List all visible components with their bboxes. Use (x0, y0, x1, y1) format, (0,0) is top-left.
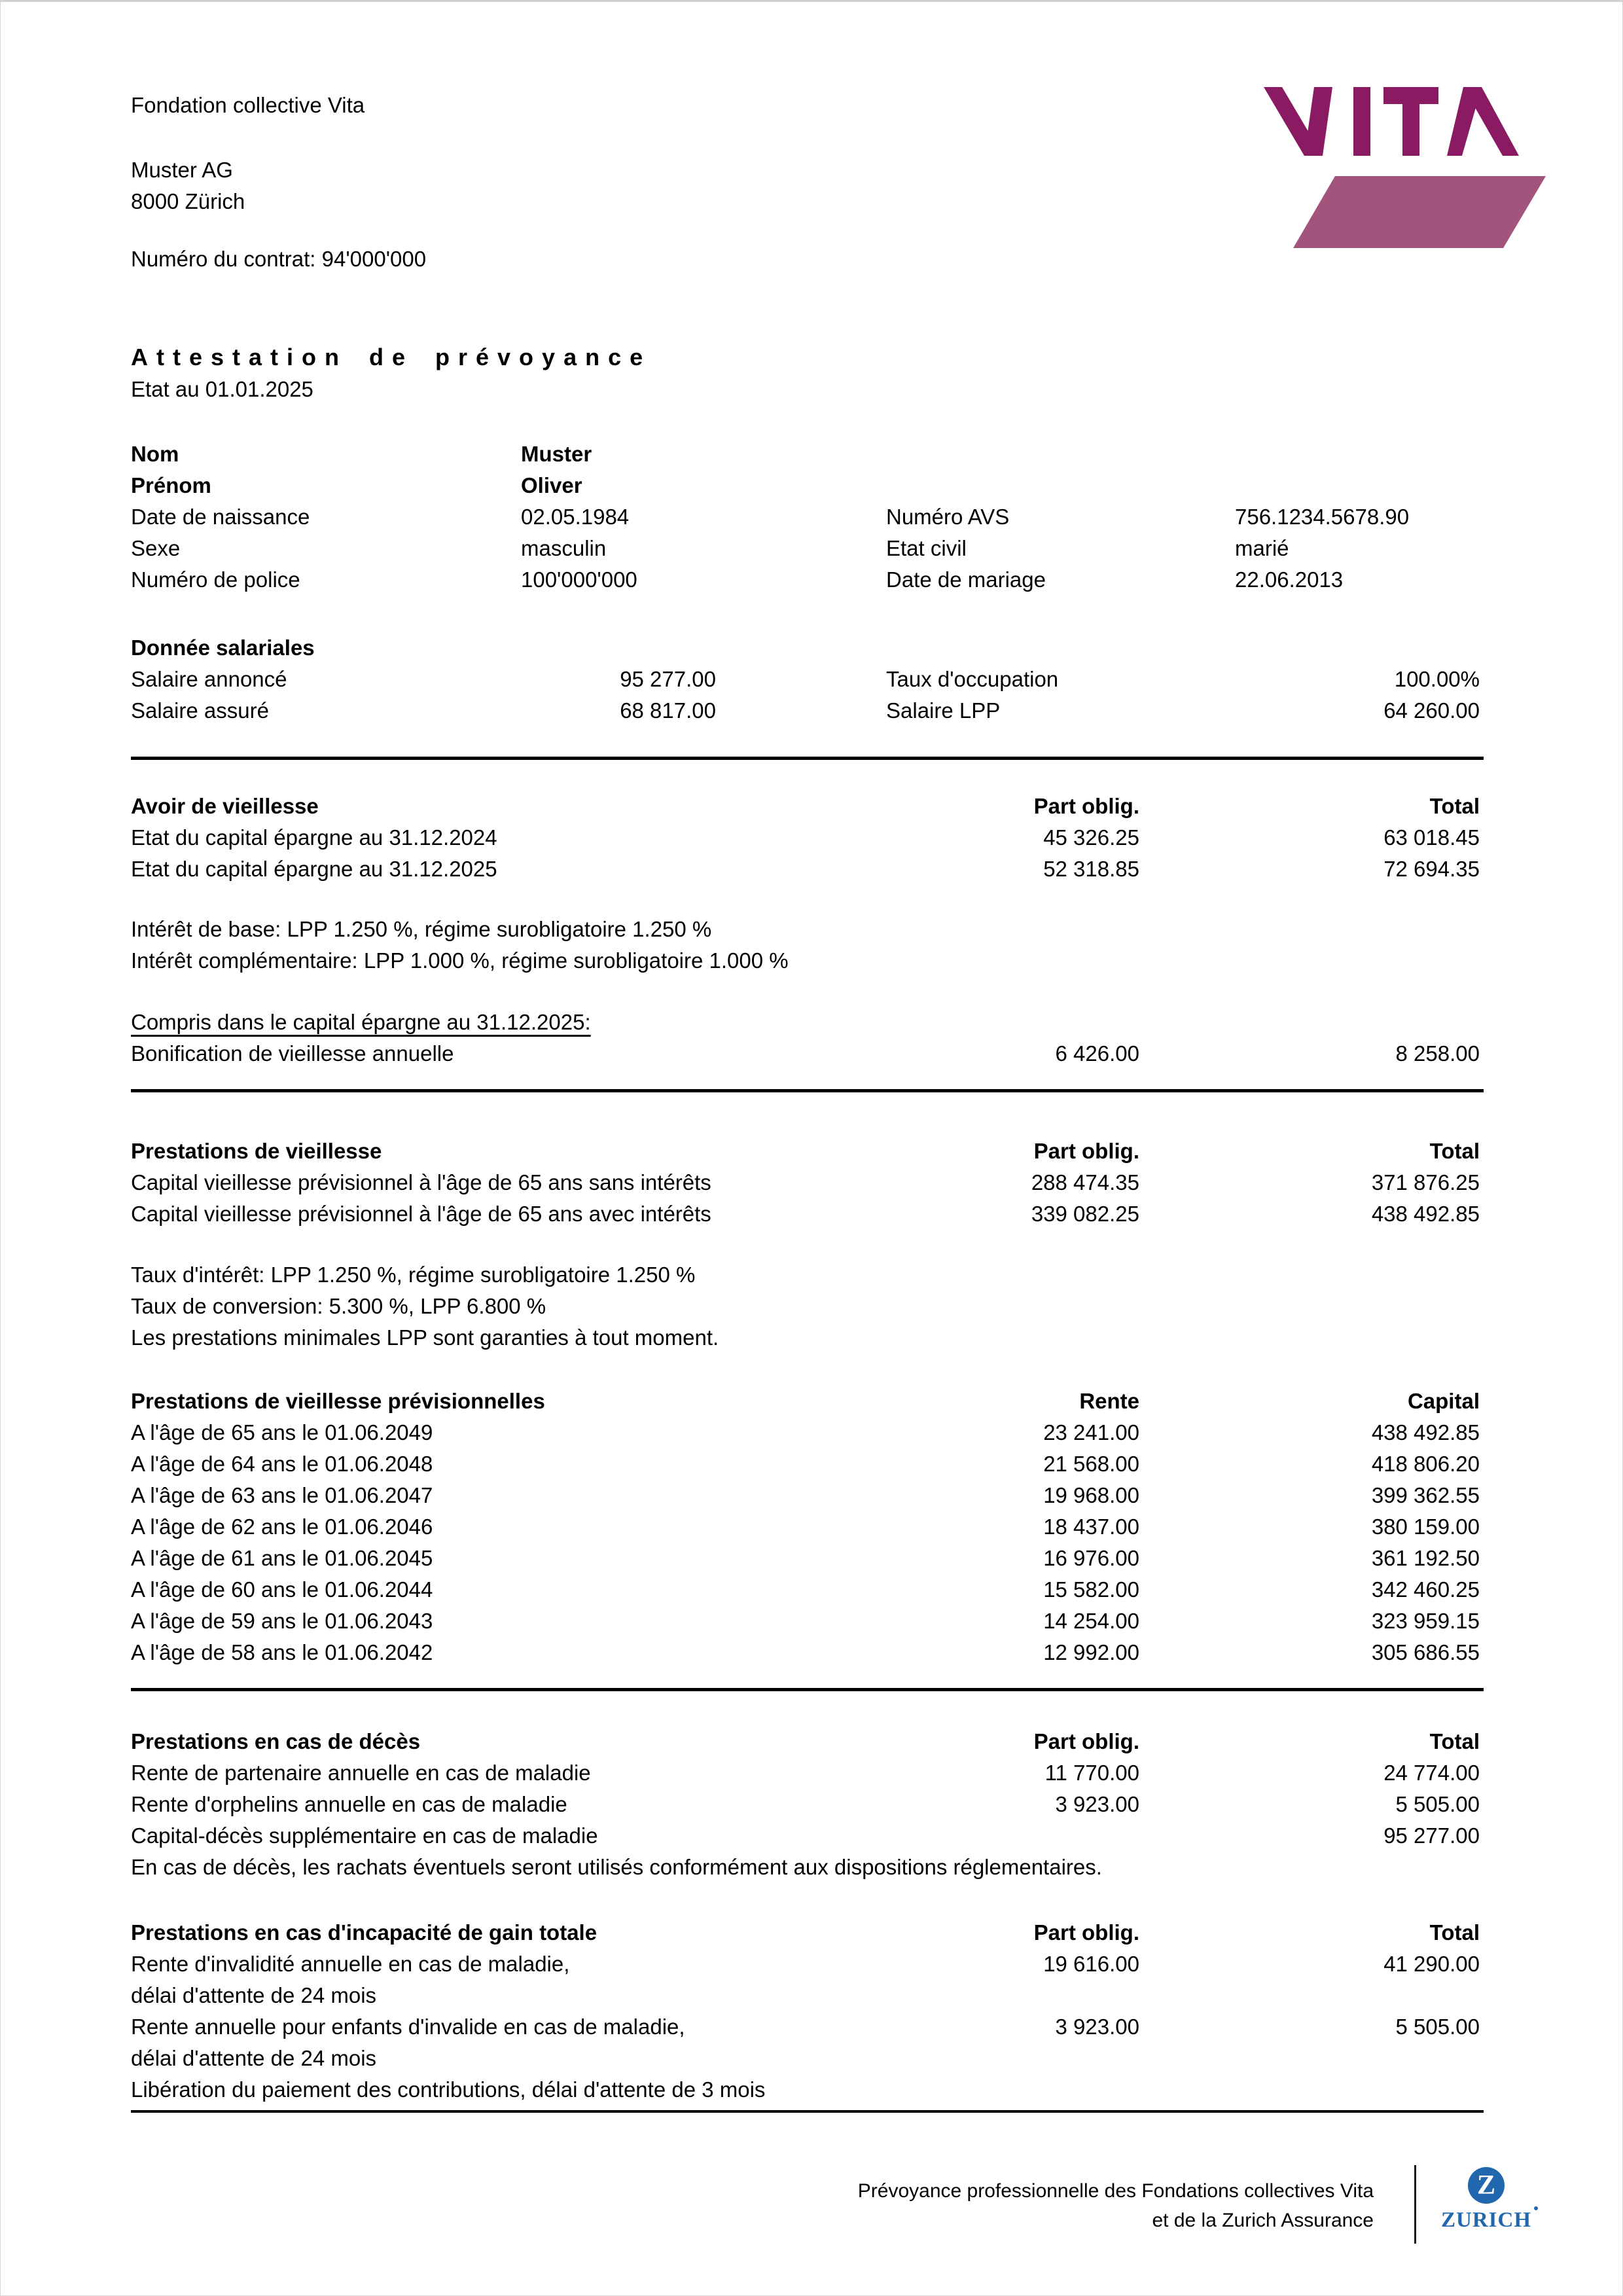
row-label-line1: Rente d'invalidité annuelle en cas de maladie, (131, 1952, 570, 1976)
row-label: Bonification de vieillesse annuelle (131, 1041, 454, 1066)
table-row (131, 1820, 1484, 1852)
column-header: Capital (1407, 1389, 1480, 1413)
row-oblig: 339 082.25 (1031, 1202, 1139, 1226)
table-row (131, 1038, 1484, 1069)
field-label: Prénom (131, 473, 211, 497)
row-oblig: 45 326.25 (1043, 825, 1139, 850)
field-label: Salaire LPP (886, 698, 1001, 723)
salary-row (131, 695, 1484, 726)
personal-row (131, 501, 1484, 533)
table-header (131, 1726, 1484, 1757)
table-row (131, 1417, 1484, 1448)
deces-note: En cas de décès, les rachats éventuels seront utilisés conformément aux dispositions réglementaires. (131, 1855, 1102, 1879)
table-row (131, 2011, 1484, 2074)
column-header: Total (1429, 794, 1480, 818)
section-title: Prestations de vieillesse prévisionnelles (131, 1389, 545, 1413)
row-label: A l'âge de 64 ans le 01.06.2048 (131, 1452, 433, 1476)
personal-row (131, 533, 1484, 564)
row-capital: 323 959.15 (1371, 1609, 1480, 1633)
row-total: 438 492.85 (1371, 1202, 1480, 1226)
table-row (131, 1574, 1484, 1605)
note-line: Les prestations minimales LPP sont garanties à tout moment. (131, 1325, 719, 1350)
row-label (131, 2011, 812, 2074)
row-total: 8 258.00 (1395, 1041, 1480, 1066)
row-capital: 418 806.20 (1371, 1452, 1480, 1476)
field-value: marié (1235, 536, 1289, 560)
column-header: Rente (1079, 1389, 1139, 1413)
vita-wordmark (1264, 87, 1519, 156)
row-rente: 21 568.00 (1043, 1452, 1139, 1476)
row-capital: 438 492.85 (1371, 1420, 1480, 1444)
avoir-section (131, 791, 1484, 1069)
zurich-z-letter: Z (1476, 2170, 1495, 2200)
row-oblig: 19 616.00 (1043, 1952, 1139, 1976)
row-oblig: 3 923.00 (1055, 2015, 1139, 2039)
row-label: Rente de partenaire annuelle en cas de maladie (131, 1761, 591, 1785)
field-value: 100'000'000 (521, 567, 637, 592)
field-label (886, 439, 1235, 470)
contract-number: Numéro du contrat: 94'000'000 (131, 247, 427, 271)
row-oblig: 6 426.00 (1055, 1041, 1139, 1066)
personal-data-section (131, 439, 1484, 596)
column-header: Total (1429, 1139, 1480, 1163)
field-value (1235, 439, 1480, 470)
column-header: Part oblig. (1033, 1729, 1139, 1753)
page-subtitle: Etat au 01.01.2025 (131, 377, 313, 401)
row-capital: 342 460.25 (1371, 1577, 1480, 1602)
column-header: Part oblig. (1033, 1920, 1139, 1945)
field-label: Date de naissance (131, 505, 310, 529)
row-label: A l'âge de 62 ans le 01.06.2046 (131, 1515, 433, 1539)
field-label: Nom (131, 442, 179, 466)
row-label: A l'âge de 61 ans le 01.06.2045 (131, 1546, 433, 1570)
compris-title (131, 1007, 1484, 1038)
section-title: Donnée salariales (131, 636, 315, 660)
row-total: 5 505.00 (1395, 2015, 1480, 2039)
row-rente: 15 582.00 (1043, 1577, 1139, 1602)
incapacite-section (131, 1917, 1484, 2106)
field-value: 02.05.1984 (521, 505, 630, 529)
section-divider (131, 757, 1484, 760)
field-label: Date de mariage (886, 567, 1046, 592)
row-rente: 19 968.00 (1043, 1483, 1139, 1507)
personal-row (131, 564, 1484, 596)
vita-logo (1264, 87, 1546, 248)
registered-mark-icon (1534, 2206, 1538, 2210)
row-label: A l'âge de 59 ans le 01.06.2043 (131, 1609, 433, 1633)
field-value: Oliver (521, 473, 582, 497)
field-label: Salaire annoncé (131, 667, 287, 691)
table-row (131, 1605, 1484, 1637)
zurich-word-text: ZURICH (1440, 2208, 1532, 2232)
interest-notes (131, 914, 1484, 977)
field-label: Numéro de police (131, 567, 300, 592)
row-total: 72 694.35 (1383, 857, 1480, 881)
field-label: Sexe (131, 536, 181, 560)
row-oblig: 11 770.00 (1044, 1761, 1139, 1785)
table-header (131, 1386, 1484, 1417)
row-total: 371 876.25 (1371, 1170, 1480, 1194)
section-divider (131, 1089, 1484, 1092)
row-total: 41 290.00 (1383, 1952, 1480, 1976)
footer-text (858, 2176, 1374, 2235)
field-value (1235, 470, 1480, 501)
row-total: 5 505.00 (1395, 1792, 1480, 1816)
row-capital: 380 159.00 (1371, 1515, 1480, 1539)
column-header: Total (1429, 1920, 1480, 1945)
table-row (131, 1948, 1484, 2011)
row-capital: 399 362.55 (1371, 1483, 1480, 1507)
row-oblig: 3 923.00 (1055, 1792, 1139, 1816)
page-title: Attestation de prévoyance (131, 344, 652, 370)
footer-divider-line (131, 2110, 1484, 2113)
note-line: Intérêt de base: LPP 1.250 %, régime surobligatoire 1.250 % (131, 917, 712, 941)
row-label: A l'âge de 58 ans le 01.06.2042 (131, 1640, 433, 1664)
row-capital: 305 686.55 (1371, 1640, 1480, 1664)
row-label: A l'âge de 60 ans le 01.06.2044 (131, 1577, 433, 1602)
row-total: 63 018.45 (1383, 825, 1480, 850)
row-capital: 361 192.50 (1371, 1546, 1480, 1570)
note-line: Taux de conversion: 5.300 %, LPP 6.800 % (131, 1294, 546, 1318)
row-oblig: 288 474.35 (1031, 1170, 1139, 1194)
field-value: 68 817.00 (620, 698, 716, 723)
section-title: Prestations en cas d'incapacité de gain totale (131, 1920, 597, 1945)
row-rente: 16 976.00 (1043, 1546, 1139, 1570)
field-value: masculin (521, 536, 607, 560)
section-divider (131, 1688, 1484, 1691)
row-oblig (812, 1820, 1139, 1852)
row-label: A l'âge de 63 ans le 01.06.2047 (131, 1483, 433, 1507)
section-title: Prestations en cas de décès (131, 1729, 421, 1753)
zurich-z-icon (1468, 2167, 1505, 2204)
table-row (131, 1789, 1484, 1820)
row-label: Rente d'orphelins annuelle en cas de maladie (131, 1792, 567, 1816)
field-value: 64 260.00 (1383, 698, 1480, 723)
incapacite-note: Libération du paiement des contributions, délai d'attente de 3 mois (131, 2077, 766, 2102)
footer-vertical-rule (1414, 2165, 1416, 2244)
personal-row (131, 470, 1484, 501)
zurich-logo (1439, 2167, 1533, 2235)
row-label: Capital vieillesse prévisionnel à l'âge de 65 ans sans intérêts (131, 1170, 711, 1194)
table-row (131, 1757, 1484, 1789)
table-row (131, 822, 1484, 853)
compris-block (131, 1007, 1484, 1069)
row-label-line1: Rente annuelle pour enfants d'invalide en cas de maladie, (131, 2015, 685, 2039)
field-label: Numéro AVS (886, 505, 1010, 529)
row-label-line2: délai d'attente de 24 mois (131, 1983, 377, 2007)
row-label: Capital vieillesse prévisionnel à l'âge de 65 ans avec intérêts (131, 1202, 711, 1226)
recipient-name: Muster AG (131, 158, 233, 182)
note-line: Intérêt complémentaire: LPP 1.000 %, régime surobligatoire 1.000 % (131, 948, 789, 973)
field-label: Salaire assuré (131, 698, 269, 723)
table-row (131, 1543, 1484, 1574)
row-label: A l'âge de 65 ans le 01.06.2049 (131, 1420, 433, 1444)
salary-section (131, 632, 1484, 726)
row-total: 95 277.00 (1383, 1823, 1480, 1848)
table-row (131, 1198, 1484, 1230)
row-rente: 14 254.00 (1043, 1609, 1139, 1633)
column-header: Total (1429, 1729, 1480, 1753)
field-label (886, 470, 1235, 501)
row-label: Etat du capital épargne au 31.12.2024 (131, 825, 497, 850)
field-label: Taux d'occupation (886, 667, 1059, 691)
zurich-wordmark (1441, 2209, 1531, 2231)
field-value: 22.06.2013 (1235, 567, 1344, 592)
table-row (131, 1637, 1484, 1668)
table-row (131, 1480, 1484, 1511)
table-row (131, 1511, 1484, 1543)
row-label-line2: délai d'attente de 24 mois (131, 2046, 377, 2070)
row-label: Capital-décès supplémentaire en cas de maladie (131, 1823, 598, 1848)
row-rente: 12 992.00 (1043, 1640, 1139, 1664)
table-row (131, 1448, 1484, 1480)
field-value: 95 277.00 (620, 667, 716, 691)
table-header (131, 1136, 1484, 1167)
underlined-text: Compris dans le capital épargne au 31.12.2025: (131, 1010, 591, 1034)
footer-line: et de la Zurich Assurance (1152, 2210, 1374, 2231)
row-oblig: 52 318.85 (1043, 857, 1139, 881)
field-label: Etat civil (886, 536, 967, 560)
row-total: 24 774.00 (1383, 1761, 1480, 1785)
row-label: Etat du capital épargne au 31.12.2025 (131, 857, 497, 881)
section-title: Prestations de vieillesse (131, 1139, 382, 1163)
rate-notes (131, 1259, 1484, 1354)
recipient-city: 8000 Zürich (131, 189, 245, 213)
salary-row (131, 664, 1484, 695)
note-line: Taux d'intérêt: LPP 1.250 %, régime surobligatoire 1.250 % (131, 1263, 696, 1287)
prestations-vieillesse-section (131, 1136, 1484, 1354)
personal-row (131, 439, 1484, 470)
previsionnelles-section (131, 1386, 1484, 1668)
field-value: 100.00% (1394, 667, 1480, 691)
row-rente: 18 437.00 (1043, 1515, 1139, 1539)
deces-section (131, 1726, 1484, 1883)
row-rente: 23 241.00 (1043, 1420, 1139, 1444)
table-row (131, 853, 1484, 885)
vita-parallelogram (1293, 176, 1546, 248)
field-value: 756.1234.5678.90 (1235, 505, 1410, 529)
column-header: Part oblig. (1033, 1139, 1139, 1163)
table-row (131, 1167, 1484, 1198)
field-value: Muster (521, 442, 592, 466)
table-header (131, 1917, 1484, 1948)
sender-name: Fondation collective Vita (131, 93, 365, 117)
column-header: Part oblig. (1033, 794, 1139, 818)
table-header (131, 791, 1484, 822)
section-title: Avoir de vieillesse (131, 794, 319, 818)
row-label (131, 1948, 812, 2011)
footer-line: Prévoyance professionnelle des Fondations collectives Vita (857, 2180, 1374, 2202)
